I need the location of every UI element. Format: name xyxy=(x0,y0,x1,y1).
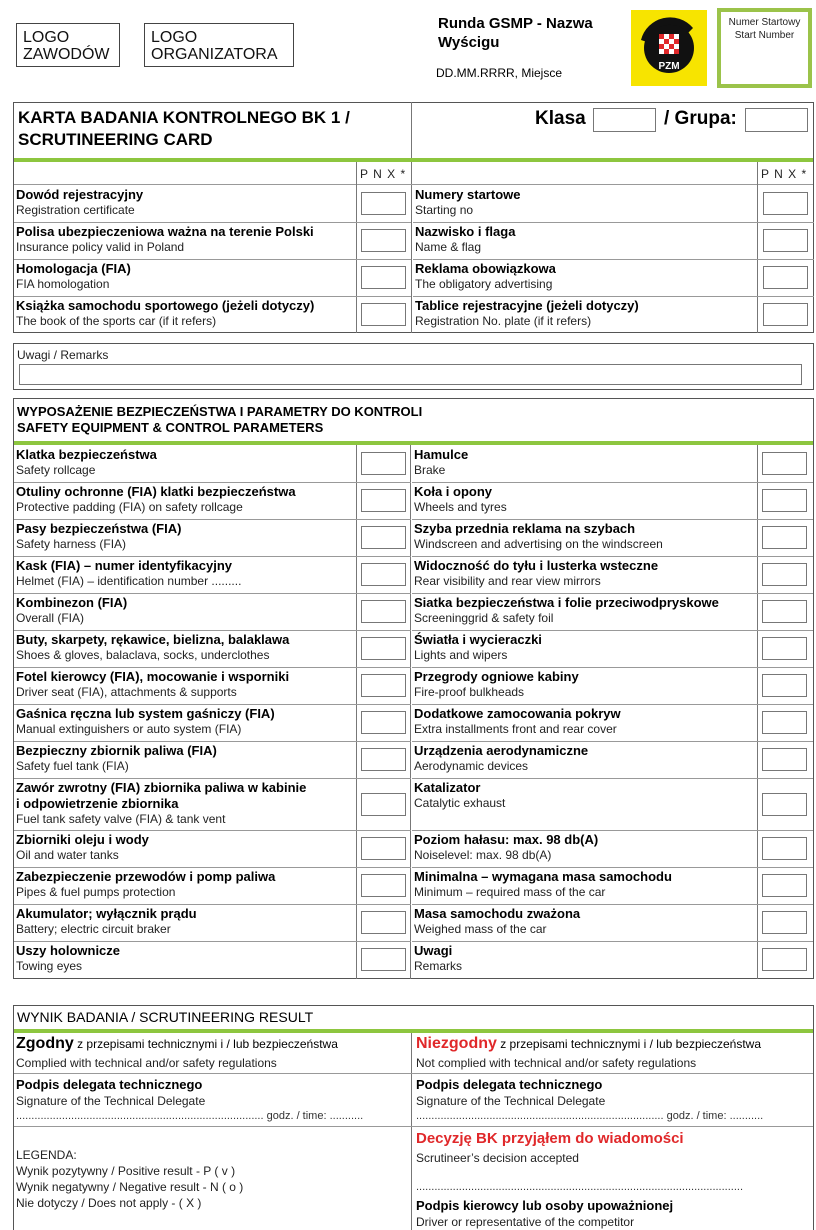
document-item-label-pl: Numery startowe xyxy=(415,187,521,202)
document-item-label-pl: Reklama obowiązkowa xyxy=(415,261,556,276)
safety-item-label-pl: Widoczność do tyłu i lusterka wsteczne xyxy=(414,558,659,573)
safety-item-checkbox[interactable] xyxy=(361,874,406,897)
safety-item-label-en: Shoes & gloves, balaclava, socks, underclothes xyxy=(16,648,270,662)
safety-item-label-pl: Fotel kierowcy (FIA), mocowanie i wsporniki xyxy=(16,669,290,684)
safety-item-checkbox[interactable] xyxy=(361,637,406,660)
safety-item-checkbox[interactable] xyxy=(361,526,406,549)
safety-item-label-pl: Szyba przednia reklama na szybach xyxy=(414,521,636,536)
safety-item-checkbox[interactable] xyxy=(762,526,807,549)
document-item-label-en: Registration certificate xyxy=(16,203,135,217)
event-title-line-2: Wyścigu xyxy=(438,34,500,51)
safety-item-checkbox[interactable] xyxy=(762,674,807,697)
document-item-checkbox[interactable] xyxy=(763,229,808,252)
document-item-label-en: Registration No. plate (if it refers) xyxy=(415,314,592,328)
document-item-checkbox[interactable] xyxy=(361,192,406,215)
safety-item-label-en: Battery; electric circuit braker xyxy=(16,922,171,936)
delegate-signature-pl: Podpis delegata technicznego xyxy=(16,1077,203,1092)
safety-item-checkbox[interactable] xyxy=(361,674,406,697)
safety-item-label-pl: Poziom hałasu: max. 98 db(A) xyxy=(414,832,599,847)
row-divider xyxy=(412,482,813,483)
not-complied-option[interactable] xyxy=(416,1035,761,1053)
column-divider xyxy=(411,102,412,333)
logo-line-2: ORGANIZATORA xyxy=(151,46,278,63)
row-divider xyxy=(14,222,411,223)
safety-item-label-pl: Hamulce xyxy=(414,447,469,462)
safety-item-label-en: Catalytic exhaust xyxy=(414,796,506,810)
safety-item-label xyxy=(414,780,756,829)
row-divider xyxy=(413,296,814,297)
safety-item-label xyxy=(414,447,756,481)
safety-item-label-en: Wheels and tyres xyxy=(414,500,507,514)
safety-item-label-en: Safety harness (FIA) xyxy=(16,537,127,551)
row-divider xyxy=(412,556,813,557)
row-divider xyxy=(14,704,411,705)
legend-positive: Wynik pozytywny / Positive result - P ( v ) xyxy=(16,1164,236,1178)
document-item-label-pl: Polisa ubezpieczeniowa ważna na terenie Polski xyxy=(16,224,314,239)
safety-item-label-en: Fuel tank safety valve (FIA) & tank vent xyxy=(16,812,226,826)
safety-item-label xyxy=(414,669,756,703)
safety-item-label-pl: Uwagi xyxy=(414,943,453,958)
delegate-signature-pl: Podpis delegata technicznego xyxy=(416,1077,603,1092)
safety-item-label-en: Helmet (FIA) – identification number ......... xyxy=(16,574,242,588)
safety-item-label xyxy=(414,906,756,940)
pzm-text: PZM xyxy=(658,61,680,72)
complied-word: Zgodny xyxy=(16,1035,74,1052)
safety-item-label-en: Rear visibility and rear view mirrors xyxy=(414,574,601,588)
safety-item-label-en: Remarks xyxy=(414,959,463,973)
row-divider xyxy=(14,667,411,668)
grupa-input[interactable] xyxy=(745,108,808,132)
complied-option[interactable] xyxy=(16,1035,338,1053)
row-divider xyxy=(412,867,813,868)
safety-item-checkbox[interactable] xyxy=(762,911,807,934)
safety-item-label xyxy=(16,906,355,940)
safety-item-label-pl: Zbiorniki oleju i wody xyxy=(16,832,149,847)
safety-item-label-pl: Buty, skarpety, rękawice, bielizna, balaklawa xyxy=(16,632,290,647)
document-item-checkbox[interactable] xyxy=(763,303,808,326)
klasa-input[interactable] xyxy=(593,108,656,132)
row-divider xyxy=(412,667,813,668)
pzm-logo xyxy=(631,10,707,86)
document-item-label-en: Name & flag xyxy=(415,240,482,254)
organizer-logo-placeholder xyxy=(144,23,294,67)
card-title-line-2: SCRUTINEERING CARD xyxy=(18,130,213,149)
not-complied-word: Niezgodny xyxy=(416,1035,497,1052)
document-item-label xyxy=(16,224,355,258)
document-item-checkbox[interactable] xyxy=(763,192,808,215)
document-item-label-en: FIA homologation xyxy=(16,277,110,291)
row-divider xyxy=(14,741,411,742)
row-divider xyxy=(412,593,813,594)
safety-item-label xyxy=(414,743,756,777)
row-divider xyxy=(14,941,411,942)
safety-item-label-pl: Światła i wycieraczki xyxy=(414,632,542,647)
row-divider xyxy=(14,1073,813,1074)
card-title xyxy=(18,107,408,151)
result-title-separator xyxy=(14,1029,813,1033)
safety-item-label xyxy=(16,521,355,555)
safety-item-label-pl: Bezpieczny zbiornik paliwa (FIA) xyxy=(16,743,217,758)
row-divider xyxy=(14,830,411,831)
document-item-checkbox[interactable] xyxy=(361,266,406,289)
safety-item-label-en: Noiselevel: max. 98 db(A) xyxy=(414,848,552,862)
safety-item-label-pl-cont: i odpowietrzenie zbiornika xyxy=(16,796,179,811)
document-item-label xyxy=(415,187,757,221)
complied-rest: z przepisami technicznymi i / lub bezpieczeństwa xyxy=(73,1037,338,1051)
safety-item-label-en: Driver seat (FIA), attachments & supports xyxy=(16,685,237,699)
logo-line-1: LOGO xyxy=(23,29,70,46)
document-item-label xyxy=(415,261,757,295)
title-separator xyxy=(14,158,813,162)
safety-item-checkbox[interactable] xyxy=(361,837,406,860)
not-complied-en: Not complied with technical and/or safety regulations xyxy=(416,1056,697,1070)
pzm-emblem-icon xyxy=(631,10,707,86)
legend-negative: Wynik negatywny / Negative result - N ( o ) xyxy=(16,1180,244,1194)
safety-item-checkbox[interactable] xyxy=(762,948,807,971)
column-divider xyxy=(410,445,411,979)
document-item-label-pl: Nazwisko i flaga xyxy=(415,224,516,239)
row-divider xyxy=(14,184,813,185)
decision-accepted-title: Decyzję BK przyjąłem do wiadomości xyxy=(416,1130,684,1147)
driver-signature-pl: Podpis kierowcy lub osoby upoważnionej xyxy=(416,1198,674,1213)
safety-item-checkbox[interactable] xyxy=(361,489,406,512)
safety-item-label-pl: Urządzenia aerodynamiczne xyxy=(414,743,589,758)
document-item-label-pl: Homologacja (FIA) xyxy=(16,261,131,276)
row-divider xyxy=(413,259,814,260)
row-divider xyxy=(14,482,411,483)
row-divider xyxy=(412,630,813,631)
safety-item-label xyxy=(414,869,756,903)
safety-item-checkbox[interactable] xyxy=(361,452,406,475)
check-column-divider xyxy=(757,445,758,979)
safety-item-checkbox[interactable] xyxy=(762,637,807,660)
safety-item-label xyxy=(16,632,355,666)
remarks-label: Uwagi / Remarks xyxy=(17,348,109,362)
safety-item-checkbox[interactable] xyxy=(762,452,807,475)
pnx-label-left: P N X * xyxy=(360,167,407,181)
safety-item-checkbox[interactable] xyxy=(762,600,807,623)
document-item-checkbox[interactable] xyxy=(763,266,808,289)
safety-item-label xyxy=(414,558,756,592)
safety-item-label-en: Overall (FIA) xyxy=(16,611,85,625)
check-column-divider xyxy=(757,162,758,333)
safety-title-separator xyxy=(14,441,813,445)
safety-item-label-pl: Akumulator; wyłącznik prądu xyxy=(16,906,197,921)
safety-item-label-pl: Zabezpieczenie przewodów i pomp paliwa xyxy=(16,869,276,884)
safety-item-label-en: Brake xyxy=(414,463,446,477)
safety-item-checkbox[interactable] xyxy=(762,837,807,860)
safety-item-label-en: Protective padding (FIA) on safety rollcage xyxy=(16,500,243,514)
safety-item-label-en: Lights and wipers xyxy=(414,648,508,662)
document-item-label xyxy=(415,224,757,258)
safety-item-checkbox[interactable] xyxy=(762,711,807,734)
safety-item-checkbox[interactable] xyxy=(361,711,406,734)
grupa-label: / Grupa: xyxy=(664,108,737,129)
document-item-label xyxy=(16,298,355,332)
safety-item-label-pl: Otuliny ochronne (FIA) klatki bezpieczeństwa xyxy=(16,484,296,499)
safety-item-checkbox[interactable] xyxy=(361,748,406,771)
row-divider xyxy=(14,1126,813,1127)
row-divider xyxy=(412,704,813,705)
document-item-label-en: The book of the sports car (if it refers) xyxy=(16,314,217,328)
document-item-label xyxy=(16,261,355,295)
safety-item-checkbox[interactable] xyxy=(762,563,807,586)
document-item-label-en: Starting no xyxy=(415,203,474,217)
safety-item-label-en: Safety rollcage xyxy=(16,463,96,477)
safety-item-checkbox[interactable] xyxy=(762,793,807,816)
logo-line-1: LOGO xyxy=(151,29,198,46)
safety-item-label xyxy=(16,669,355,703)
safety-item-label-pl: Kombinezon (FIA) xyxy=(16,595,128,610)
start-number-box[interactable] xyxy=(717,8,812,88)
safety-item-label xyxy=(16,943,355,977)
document-item-checkbox[interactable] xyxy=(361,229,406,252)
safety-item-label-pl: Pasy bezpieczeństwa (FIA) xyxy=(16,521,182,536)
document-item-label xyxy=(415,298,757,332)
safety-item-label-pl: Koła i opony xyxy=(414,484,492,499)
safety-item-label-en: Windscreen and advertising on the windscreen xyxy=(414,537,663,551)
safety-item-label-en: Screeninggrid & safety foil xyxy=(414,611,554,625)
safety-item-label xyxy=(16,558,355,592)
safety-item-checkbox[interactable] xyxy=(762,874,807,897)
safety-item-label-pl: Gaśnica ręczna lub system gaśniczy (FIA) xyxy=(16,706,275,721)
safety-item-label-en: Manual extinguishers or auto system (FIA) xyxy=(16,722,242,736)
row-divider xyxy=(413,222,814,223)
safety-item-label-pl: Katalizator xyxy=(414,780,481,795)
safety-item-checkbox[interactable] xyxy=(361,600,406,623)
safety-item-label-pl: Masa samochodu zważona xyxy=(414,906,581,921)
safety-item-label xyxy=(16,447,355,481)
event-title-line-1: Runda GSMP - Nazwa xyxy=(438,15,593,32)
safety-item-label-pl: Zawór zwrotny (FIA) zbiornika paliwa w kabinie xyxy=(16,780,307,795)
safety-item-label xyxy=(414,484,756,518)
delegate-signature-line[interactable]: ................................................................................. godz. / time: ........... xyxy=(16,1110,364,1122)
safety-item-label xyxy=(414,632,756,666)
check-column-divider xyxy=(356,445,357,979)
safety-item-label xyxy=(414,943,756,977)
delegate-signature-en: Signature of the Technical Delegate xyxy=(416,1094,606,1108)
row-divider xyxy=(412,519,813,520)
safety-item-label-pl: Minimalna – wymagana masa samochodu xyxy=(414,869,672,884)
document-item-label-pl: Książka samochodu sportowego (jeżeli dotyczy) xyxy=(16,298,315,313)
safety-item-label-en: Aerodynamic devices xyxy=(414,759,529,773)
delegate-signature-en: Signature of the Technical Delegate xyxy=(16,1094,206,1108)
driver-signature-en: Driver or representative of the competitor xyxy=(416,1215,635,1229)
safety-item-label xyxy=(16,595,355,629)
pnx-label-right: P N X * xyxy=(761,167,808,181)
document-item-label-pl: Tablice rejestracyjne (jeżeli dotyczy) xyxy=(415,298,639,313)
row-divider xyxy=(14,519,411,520)
safety-item-label xyxy=(414,832,756,866)
legend-title: LEGENDA: xyxy=(16,1148,77,1162)
safety-item-checkbox[interactable] xyxy=(361,563,406,586)
safety-item-label-en: Oil and water tanks xyxy=(16,848,119,862)
row-divider xyxy=(14,593,411,594)
row-divider xyxy=(412,778,813,779)
safety-item-label-en: Pipes & fuel pumps protection xyxy=(16,885,176,899)
row-divider xyxy=(14,630,411,631)
safety-item-label xyxy=(414,706,756,740)
safety-item-label xyxy=(414,595,756,629)
competition-logo-placeholder xyxy=(16,23,120,67)
safety-item-checkbox[interactable] xyxy=(361,948,406,971)
safety-item-label xyxy=(16,706,355,740)
start-number-label-en: Start Number xyxy=(734,30,795,41)
klasa-label: Klasa xyxy=(535,108,586,129)
document-item-checkbox[interactable] xyxy=(361,303,406,326)
safety-title-line-1: WYPOSAŻENIE BEZPIECZEŃSTWA I PARAMETRY DO KONTROLI xyxy=(17,404,423,419)
safety-item-label-pl: Kask (FIA) – numer identyfikacyjny xyxy=(16,558,233,573)
safety-item-label-en: Weighed mass of the car xyxy=(414,922,547,936)
date-place: DD.MM.RRRR, Miejsce xyxy=(436,66,562,80)
start-number-label-pl: Numer Startowy xyxy=(728,17,801,28)
complied-en: Complied with technical and/or safety regulations xyxy=(16,1056,277,1070)
driver-signature-line[interactable]: ........................................................................................................... xyxy=(416,1181,744,1193)
row-divider xyxy=(14,867,411,868)
document-item-label xyxy=(16,187,355,221)
row-divider xyxy=(412,904,813,905)
safety-item-label xyxy=(16,484,355,518)
row-divider xyxy=(412,830,813,831)
check-column-divider xyxy=(356,162,357,333)
remarks-input[interactable] xyxy=(19,364,802,385)
safety-item-label-pl: Przegrody ogniowe kabiny xyxy=(414,669,579,684)
row-divider xyxy=(14,556,411,557)
safety-item-label xyxy=(16,869,355,903)
document-item-label-en: Insurance policy valid in Poland xyxy=(16,240,185,254)
safety-item-checkbox[interactable] xyxy=(361,793,406,816)
safety-item-label-en: Safety fuel tank (FIA) xyxy=(16,759,129,773)
safety-item-label xyxy=(16,780,355,829)
row-divider xyxy=(14,778,411,779)
safety-item-checkbox[interactable] xyxy=(762,748,807,771)
legend-not-apply: Nie dotyczy / Does not apply - ( X ) xyxy=(16,1196,202,1210)
decision-accepted-en: Scrutineer’s decision accepted xyxy=(416,1151,579,1165)
safety-item-label xyxy=(414,521,756,555)
logo-line-2: ZAWODÓW xyxy=(23,46,110,63)
document-item-label-en: The obligatory advertising xyxy=(415,277,553,291)
safety-item-label-en: Fire-proof bulkheads xyxy=(414,685,525,699)
column-divider xyxy=(411,1033,412,1230)
safety-item-label-en: Extra installments front and rear cover xyxy=(414,722,617,736)
safety-item-label-en: Minimum – required mass of the car xyxy=(414,885,606,899)
card-title-line-1: KARTA BADANIA KONTROLNEGO BK 1 / xyxy=(18,108,350,127)
row-divider xyxy=(14,904,411,905)
event-title xyxy=(438,14,628,52)
safety-item-checkbox[interactable] xyxy=(762,489,807,512)
safety-item-label-pl: Dodatkowe zamocowania pokryw xyxy=(414,706,621,721)
row-divider xyxy=(14,296,411,297)
result-title: WYNIK BADANIA / SCRUTINEERING RESULT xyxy=(17,1009,314,1025)
document-item-label-pl: Dowód rejestracyjny xyxy=(16,187,144,202)
safety-item-checkbox[interactable] xyxy=(361,911,406,934)
safety-title-line-2: SAFETY EQUIPMENT & CONTROL PARAMETERS xyxy=(17,420,324,435)
not-complied-rest: z przepisami technicznymi i / lub bezpieczeństwa xyxy=(496,1037,762,1051)
safety-item-label-en: Towing eyes xyxy=(16,959,83,973)
safety-item-label xyxy=(16,743,355,777)
safety-title xyxy=(17,404,422,436)
delegate-signature-line[interactable]: ................................................................................. godz. / time: ........... xyxy=(416,1110,764,1122)
row-divider xyxy=(412,941,813,942)
safety-item-label xyxy=(16,832,355,866)
row-divider xyxy=(14,259,411,260)
safety-item-label-pl: Uszy holownicze xyxy=(16,943,121,958)
row-divider xyxy=(412,741,813,742)
safety-item-label-pl: Siatka bezpieczeństwa i folie przeciwodpryskowe xyxy=(414,595,719,610)
safety-item-label-pl: Klatka bezpieczeństwa xyxy=(16,447,157,462)
